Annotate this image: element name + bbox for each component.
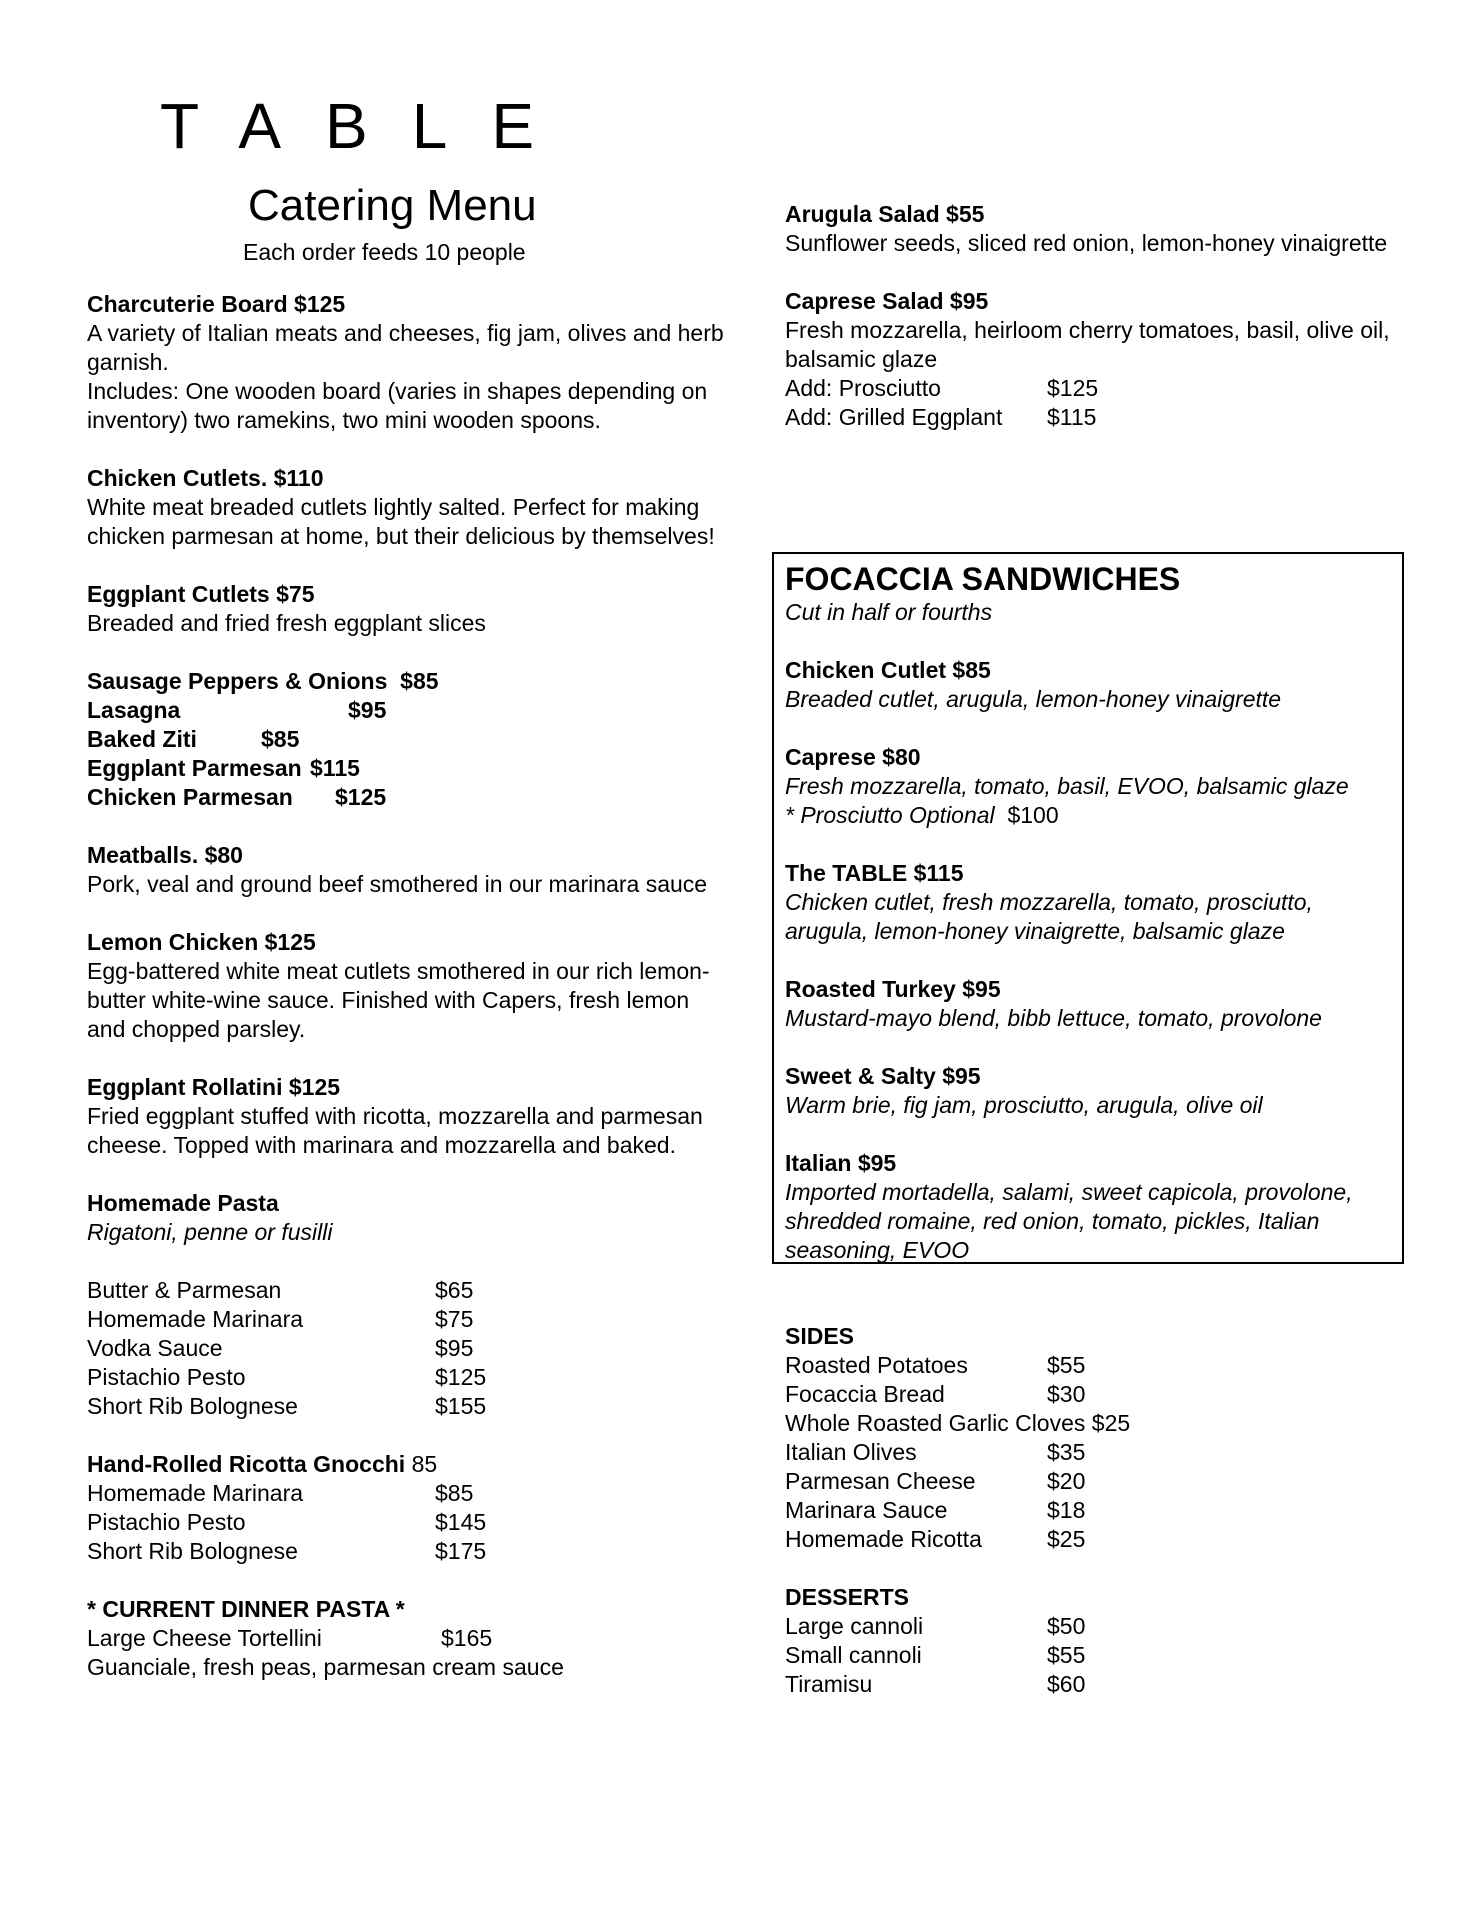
combo-row	[87, 696, 727, 725]
side-label: Marinara Sauce	[785, 1497, 948, 1523]
item-name: Chicken Cutlets. $110	[87, 465, 324, 491]
menu-item-lemon-chicken	[87, 928, 727, 1044]
price-row	[87, 1508, 727, 1537]
item-name: Roasted Turkey $95	[785, 976, 1001, 1002]
price-row	[785, 1438, 1425, 1467]
side-label: Homemade Ricotta	[785, 1526, 982, 1552]
option-price: $65	[435, 1277, 474, 1303]
price-row	[87, 1537, 727, 1566]
combo-price: $85	[261, 726, 300, 752]
dessert-price: $55	[1047, 1642, 1086, 1668]
price-row	[785, 1612, 1425, 1641]
price-row	[87, 1624, 727, 1653]
item-name: Homemade Pasta	[87, 1190, 279, 1216]
item-name: The TABLE $115	[785, 860, 964, 886]
item-desc: Imported mortadella, salami, sweet capicola, provolone, shredded romaine, red onion, tomato, pickles, Italian seasoning, EVOO	[785, 1179, 1353, 1263]
extra-price: $100	[994, 802, 1059, 828]
menu-subtitle: Catering Menu	[248, 181, 537, 230]
item-desc: A variety of Italian meats and cheeses, fig jam, olives and herb garnish.	[87, 320, 724, 375]
item-extra	[785, 801, 1391, 830]
side-label: Parmesan Cheese	[785, 1468, 976, 1494]
sides-desserts-column	[785, 1322, 1425, 1728]
option-label: Short Rib Bolognese	[87, 1538, 298, 1564]
brand-title: TABLE	[160, 90, 578, 162]
price-row	[785, 1351, 1425, 1380]
combo-label: Eggplant Parmesan	[87, 755, 302, 781]
option-label: Pistachio Pesto	[87, 1509, 246, 1535]
price-row	[785, 1496, 1425, 1525]
menu-item-eggplant-cutlets	[87, 580, 727, 638]
menu-combo-list	[87, 667, 727, 812]
menu-item-gnocchi	[87, 1450, 727, 1566]
option-label: Butter & Parmesan	[87, 1277, 282, 1303]
item-name: Chicken Cutlet $85	[785, 657, 991, 683]
side-price: $30	[1047, 1381, 1086, 1407]
dessert-label: Large cannoli	[785, 1613, 924, 1639]
option-label: Vodka Sauce	[87, 1335, 223, 1361]
option-price: $125	[1047, 375, 1099, 401]
price-row	[785, 1380, 1425, 1409]
item-name: Caprese Salad $95	[785, 288, 989, 314]
menu-item-meatballs	[87, 841, 727, 899]
item-name: Eggplant Cutlets $75	[87, 581, 315, 607]
section-title: FOCACCIA SANDWICHES	[785, 561, 1181, 597]
menu-item-chicken-cutlets	[87, 464, 727, 551]
sandwich-item	[785, 656, 1391, 714]
combo-row	[87, 783, 727, 812]
price-row	[87, 1392, 727, 1421]
menu-item-arugula-salad	[785, 200, 1425, 258]
combo-label: Lasagna	[87, 697, 181, 723]
dessert-price: $60	[1047, 1671, 1086, 1697]
item-name: * CURRENT DINNER PASTA *	[87, 1596, 405, 1622]
option-label: Homemade Marinara	[87, 1480, 304, 1506]
price-row	[785, 1467, 1425, 1496]
option-label: Pistachio Pesto	[87, 1364, 246, 1390]
item-name: Charcuterie Board $125	[87, 291, 346, 317]
dessert-label: Tiramisu	[785, 1671, 873, 1697]
side-label: Focaccia Bread	[785, 1381, 945, 1407]
menu-item-eggplant-rollatini	[87, 1073, 727, 1160]
option-label: Homemade Marinara	[87, 1306, 304, 1332]
left-column	[87, 290, 727, 1711]
combo-label: Chicken Parmesan	[87, 784, 293, 810]
item-price: 85	[405, 1451, 438, 1477]
item-name: Lemon Chicken $125	[87, 929, 316, 955]
price-row	[87, 1334, 727, 1363]
option-price: $145	[435, 1509, 487, 1535]
side-price: $55	[1047, 1352, 1086, 1378]
option-price: $115	[1047, 404, 1097, 430]
price-row	[785, 1641, 1425, 1670]
section-title: SIDES	[785, 1323, 855, 1349]
option-price: $95	[435, 1335, 474, 1361]
item-desc: Chicken cutlet, fresh mozzarella, tomato, prosciutto, arugula, lemon-honey vinaigrette, balsamic glaze	[785, 889, 1313, 944]
item-desc: Fresh mozzarella, tomato, basil, EVOO, balsamic glaze	[785, 773, 1349, 799]
item-subtitle: Rigatoni, penne or fusilli	[87, 1219, 333, 1245]
side-price: $25	[1047, 1526, 1086, 1552]
combo-price: $95	[348, 697, 387, 723]
menu-item-caprese-salad	[785, 287, 1425, 432]
item-desc: Fried eggplant stuffed with ricotta, mozzarella and parmesan cheese. Topped with marinara and mozzarella and baked.	[87, 1103, 703, 1158]
item-name-row	[87, 1450, 727, 1479]
price-row	[785, 1525, 1425, 1554]
section-title: DESSERTS	[785, 1584, 909, 1610]
option-price: $165	[441, 1625, 493, 1651]
desserts-section	[785, 1583, 1425, 1699]
combo-label: Sausage Peppers & Onions	[87, 668, 388, 694]
side-price: $35	[1047, 1439, 1086, 1465]
item-desc: Egg-battered white meat cutlets smothered in our rich lemon-butter white-wine sauce. Finished with Capers, fresh lemon and chopped parsley.	[87, 958, 710, 1042]
combo-price: $85	[400, 668, 439, 694]
combo-row	[87, 754, 727, 783]
price-row	[785, 403, 1425, 432]
item-desc: Warm brie, fig jam, prosciutto, arugula, olive oil	[785, 1092, 1263, 1118]
item-name: Hand-Rolled Ricotta Gnocchi	[87, 1451, 406, 1477]
extra-label: * Prosciutto Optional	[785, 802, 995, 828]
section-subtitle: Cut in half or fourths	[785, 599, 993, 625]
dessert-label: Small cannoli	[785, 1642, 922, 1668]
menu-item-dinner-pasta	[87, 1595, 727, 1682]
price-row	[785, 1409, 1425, 1438]
combo-price: $125	[335, 784, 387, 810]
item-name: Sweet & Salty $95	[785, 1063, 981, 1089]
sandwich-item	[785, 1149, 1391, 1265]
item-desc: Mustard-mayo blend, bibb lettuce, tomato, provolone	[785, 1005, 1322, 1031]
price-row	[87, 1305, 727, 1334]
sandwich-item	[785, 859, 1391, 946]
item-desc: Breaded cutlet, arugula, lemon-honey vinaigrette	[785, 686, 1282, 712]
price-row	[87, 1363, 727, 1392]
right-column	[785, 200, 1425, 461]
option-price: $175	[435, 1538, 487, 1564]
item-desc: Sunflower seeds, sliced red onion, lemon-honey vinaigrette	[785, 230, 1388, 256]
combo-row	[87, 725, 727, 754]
sandwich-item	[785, 1062, 1391, 1120]
side-price: $20	[1047, 1468, 1086, 1494]
option-label: Add: Grilled Eggplant	[785, 404, 1003, 430]
item-desc: Fresh mozzarella, heirloom cherry tomatoes, basil, olive oil, balsamic glaze	[785, 317, 1390, 372]
menu-item-homemade-pasta	[87, 1189, 727, 1421]
item-desc: Pork, veal and ground beef smothered in our marinara sauce	[87, 871, 708, 897]
option-price: $85	[435, 1480, 474, 1506]
item-desc: Guanciale, fresh peas, parmesan cream sauce	[87, 1654, 564, 1680]
dessert-price: $50	[1047, 1613, 1086, 1639]
item-name: Eggplant Rollatini $125	[87, 1074, 341, 1100]
option-label: Short Rib Bolognese	[87, 1393, 298, 1419]
sandwich-item	[785, 975, 1391, 1033]
sandwich-item	[785, 743, 1391, 830]
item-desc: Breaded and fried fresh eggplant slices	[87, 610, 486, 636]
combo-label: Baked Ziti	[87, 726, 197, 752]
item-name: Caprese $80	[785, 744, 921, 770]
option-price: $155	[435, 1393, 487, 1419]
item-desc: White meat breaded cutlets lightly salted. Perfect for making chicken parmesan at home, but their delicious by themselves!	[87, 494, 715, 549]
item-name: Meatballs. $80	[87, 842, 243, 868]
price-row	[87, 1276, 727, 1305]
side-label: Whole Roasted Garlic Cloves $25	[785, 1410, 1131, 1436]
option-label: Large Cheese Tortellini	[87, 1625, 322, 1651]
option-price: $125	[435, 1364, 487, 1390]
item-desc: Includes: One wooden board (varies in shapes depending on inventory) two ramekins, two mini wooden spoons.	[87, 378, 708, 433]
option-price: $75	[435, 1306, 474, 1332]
side-label: Roasted Potatoes	[785, 1352, 968, 1378]
price-row	[87, 1479, 727, 1508]
focaccia-section	[772, 552, 1404, 1264]
feeds-note: Each order feeds 10 people	[243, 239, 526, 265]
combo-price: $115	[310, 755, 360, 781]
combo-row	[87, 667, 727, 696]
side-label: Italian Olives	[785, 1439, 917, 1465]
item-name: Arugula Salad $55	[785, 201, 985, 227]
sides-section	[785, 1322, 1425, 1554]
menu-item-charcuterie	[87, 290, 727, 435]
option-label: Add: Prosciutto	[785, 375, 941, 401]
price-row	[785, 374, 1425, 403]
price-row	[785, 1670, 1425, 1699]
side-price: $18	[1047, 1497, 1086, 1523]
item-name: Italian $95	[785, 1150, 897, 1176]
